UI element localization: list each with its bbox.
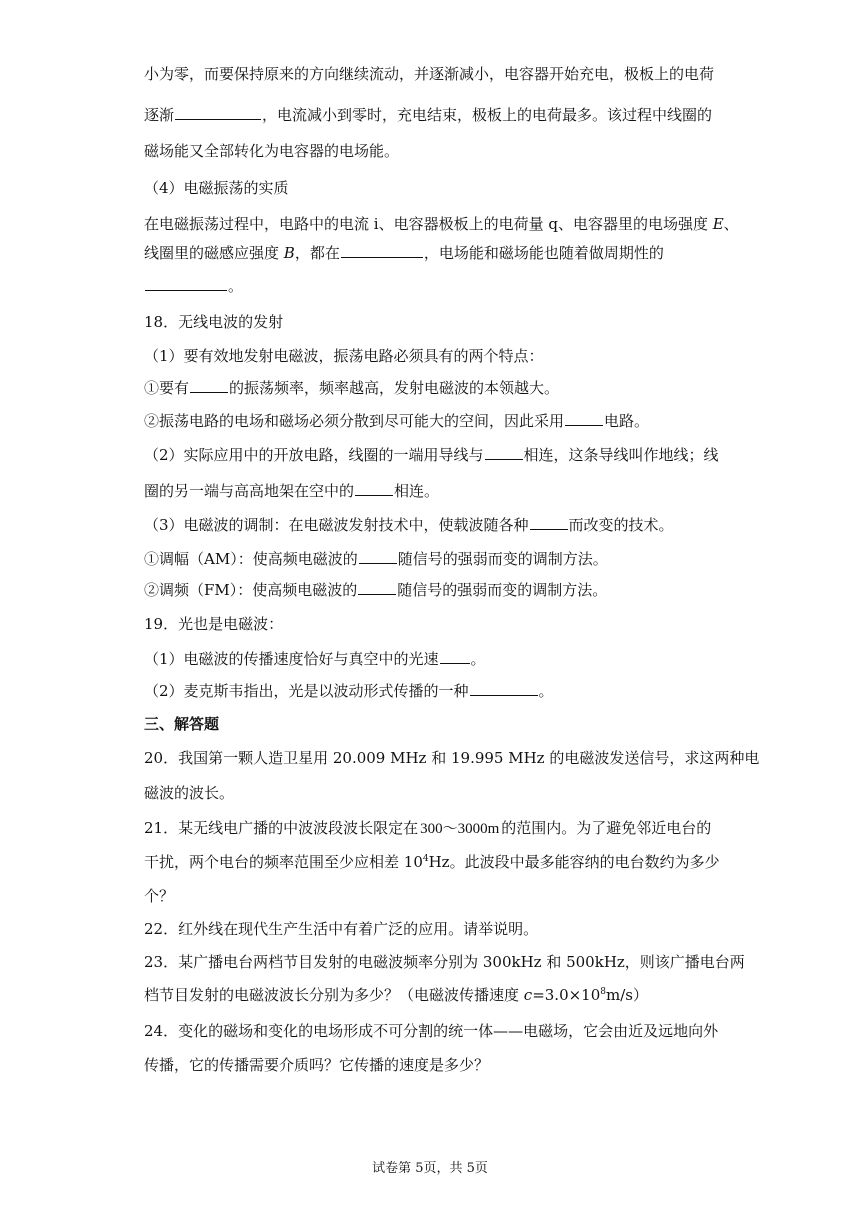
answer-blank[interactable] xyxy=(358,580,396,595)
text-line: 23．某广播电台两档节目发射的电磁波频率分别为 300kHz 和 500kHz，则该广播电台两 xyxy=(144,953,745,971)
answer-blank[interactable] xyxy=(359,549,397,564)
question-19-title: 19．光也是电磁波： xyxy=(144,615,284,633)
text-line: 线圈里的磁感应强度 B，都在 ，电场能和磁场能也随着做周期性的 xyxy=(144,244,664,262)
text-line: ②振荡电路的电场和磁场必须分散到尽可能大的空间，因此采用 电路。 xyxy=(144,412,650,430)
answer-blank[interactable] xyxy=(470,681,538,696)
question-18-title: 18．无线电波的发射 xyxy=(144,313,284,331)
text-line: 20．我国第一颗人造卫星用 20.009 MHz 和 19.995 MHz 的电磁波发送信号，求这两种电 xyxy=(144,749,760,767)
answer-blank[interactable] xyxy=(565,411,603,426)
answer-blank[interactable] xyxy=(190,378,228,393)
text-line: 档节目发射的电磁波波长分别为多少？（电磁波传播速度 $c=3.0\times 10^8m/s$） xyxy=(144,986,648,1004)
answer-blank[interactable] xyxy=(355,481,393,496)
text-line: 小为零，而要保持原来的方向继续流动，并逐渐减小，电容器开始充电，极板上的电荷 xyxy=(144,65,715,83)
answer-blank[interactable] xyxy=(440,649,470,664)
text-line: 逐渐 ，电流减小到零时，充电结束，极板上的电荷最多。该过程中线圈的 xyxy=(144,106,713,124)
answer-blank[interactable] xyxy=(485,445,523,460)
answer-blank[interactable] xyxy=(341,243,423,258)
text-line: （2）麦克斯韦指出，光是以波动形式传播的一种 。 xyxy=(144,682,554,700)
text-line: （4）电磁振荡的实质 xyxy=(144,179,289,197)
section-heading: 三、解答题 xyxy=(144,715,220,733)
answer-blank[interactable] xyxy=(175,105,261,120)
text-line: 21．某无线电广播的中波波段波长限定在 300～3000m 的范围内。为了避免邻近电台的 xyxy=(144,819,712,837)
page-footer: 试卷第 5页，共 5页 xyxy=(372,1161,488,1176)
text-line: 22．红外线在现代生产生活中有着广泛的应用。请举说明。 xyxy=(144,920,539,938)
text-line: 在电磁振荡过程中，电路中的电流 i、电容器极板上的电荷量 q、电容器里的电场强度 E、 xyxy=(144,215,739,233)
text-line: 传播，它的传播需要介质吗？它传播的速度是多少？ xyxy=(144,1056,490,1074)
text-line: 干扰，两个电台的频率范围至少应相差 $10^4Hz$。此波段中最多能容纳的电台数约为多少 xyxy=(144,853,720,871)
text-line: 24．变化的磁场和变化的电场形成不可分割的统一体——电磁场，它会由近及远地向外 xyxy=(144,1022,719,1040)
text-line: 个？ xyxy=(144,887,175,905)
answer-blank[interactable] xyxy=(530,515,568,530)
text-line: ①要有 的振荡频率，频率越高，发射电磁波的本领越大。 xyxy=(144,379,560,397)
text-line: （3）电磁波的调制：在电磁波发射技术中，使载波随各种 而改变的技术。 xyxy=(144,516,674,534)
text-line: 磁场能又全部转化为电容器的电场能。 xyxy=(144,142,400,160)
text-line: 磁波的波长。 xyxy=(144,784,235,802)
text-line: （1）电磁波的传播速度恰好与真空中的光速 。 xyxy=(144,650,486,668)
text-line: ②调频（FM）：使高频电磁波的 随信号的强弱而变的调制方法。 xyxy=(144,581,608,599)
text-line: 圈的另一端与高高地架在空中的 相连。 xyxy=(144,482,440,500)
text-line: （2）实际应用中的开放电路，线圈的一端用导线与 相连，这条导线叫作地线；线 xyxy=(144,446,719,464)
text-line: 。 xyxy=(144,276,243,296)
text-line: （1）要有效地发射电磁波，振荡电路必须具有的两个特点： xyxy=(144,347,544,365)
text-line: ①调幅（AM）：使高频电磁波的 随信号的强弱而变的调制方法。 xyxy=(144,550,608,568)
answer-blank[interactable] xyxy=(145,276,227,291)
